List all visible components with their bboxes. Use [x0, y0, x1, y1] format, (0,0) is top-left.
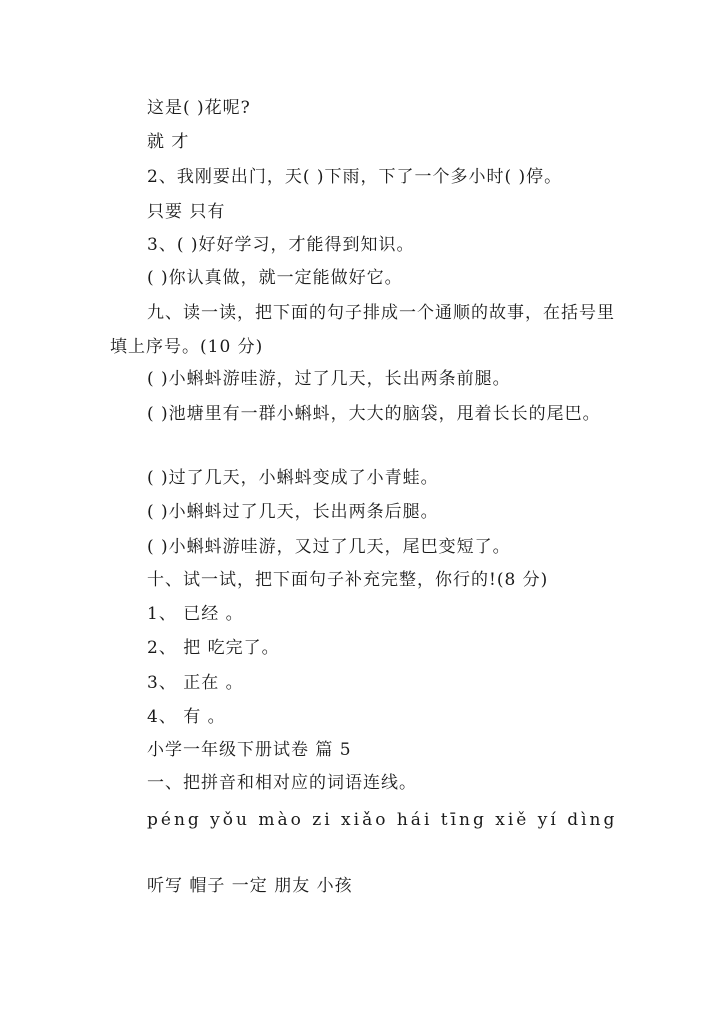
text-line: 3、( )好好学习，才能得到知识。 — [147, 235, 415, 255]
text-line: ( )过了几天，小蝌蚪变成了小青蛙。 — [147, 468, 439, 488]
text-line: 这是( )花呢? — [147, 98, 251, 118]
section-heading-1: 一、把拼音和相对应的词语连线。 — [147, 773, 417, 793]
pinyin-line: péng yǒu mào zi xiǎo hái tīng xiě yí dìng — [147, 810, 618, 830]
text-line: 4、 有 。 — [147, 707, 226, 727]
text-line: 只要 只有 — [147, 202, 226, 222]
paper-title: 小学一年级下册试卷 篇 5 — [147, 740, 352, 760]
section-heading-9: 九、读一读，把下面的句子排成一个通顺的故事，在括号里填上序号。(10 分) — [110, 303, 615, 357]
text-line: ( )池塘里有一群小蝌蚪，大大的脑袋，甩着长长的尾巴。 — [147, 404, 601, 424]
text-line: ( )小蝌蚪过了几天，长出两条后腿。 — [147, 502, 439, 522]
text-line: ( )小蝌蚪游哇游，又过了几天，尾巴变短了。 — [147, 537, 511, 557]
text-line: 2、我刚要出门，天( )下雨，下了一个多小时( )停。 — [147, 167, 563, 187]
text-line: ( )你认真做，就一定能做好它。 — [147, 268, 403, 288]
text-line: 1、 已经 。 — [147, 604, 244, 624]
section-heading-10: 十、试一试，把下面句子补充完整，你行的!(8 分) — [147, 570, 549, 590]
text-line: ( )小蝌蚪游哇游，过了几天，长出两条前腿。 — [147, 369, 511, 389]
text-line: 听写 帽子 一定 朋友 小孩 — [147, 876, 353, 896]
text-line: 2、 把 吃完了。 — [147, 638, 280, 658]
text-line: 3、 正在 。 — [147, 673, 244, 693]
text-line: 就 才 — [147, 132, 190, 152]
